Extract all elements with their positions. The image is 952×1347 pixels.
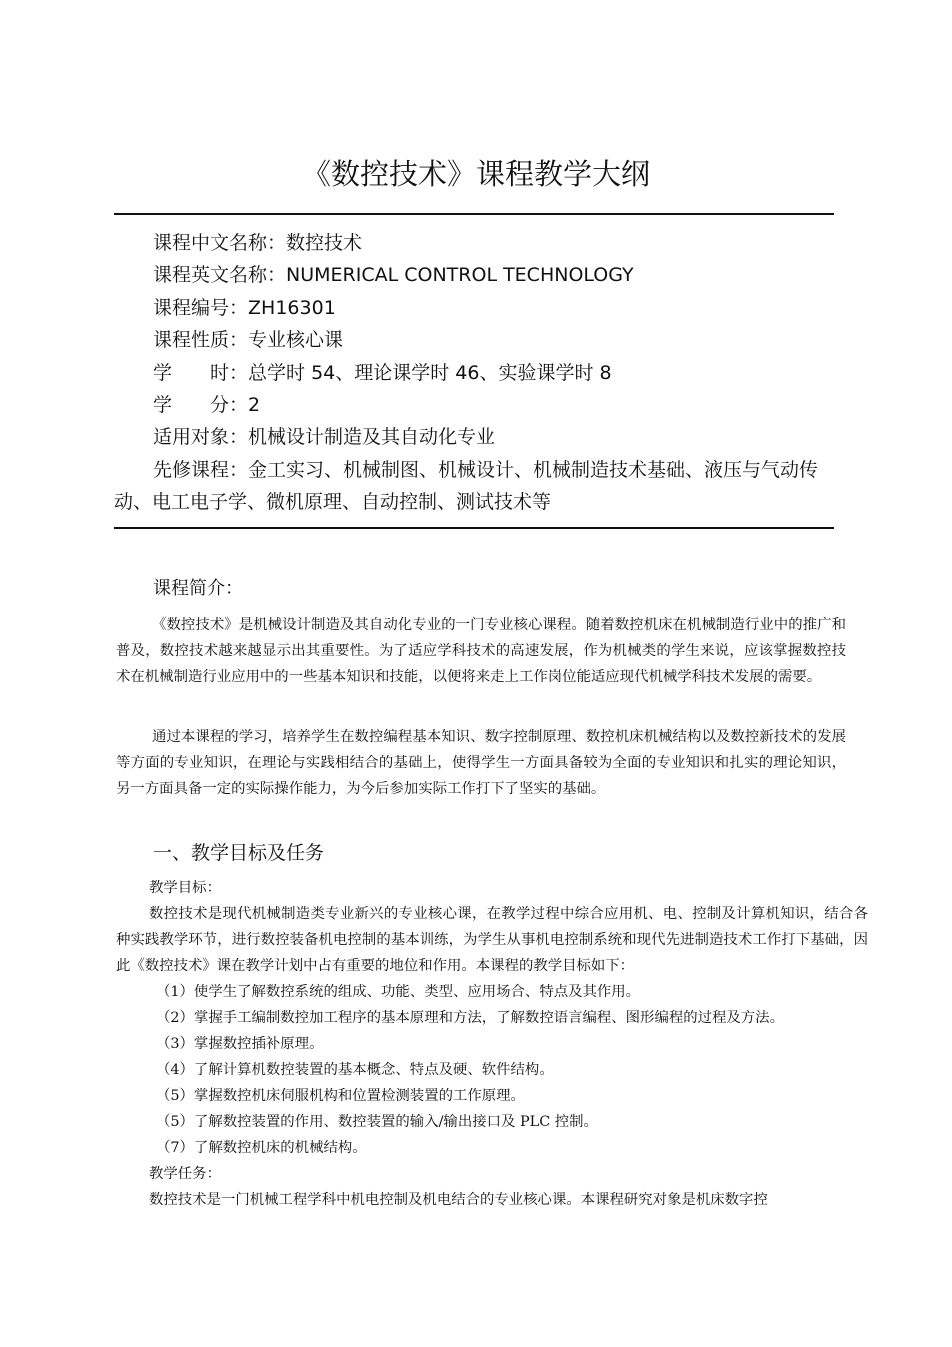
goal-item: （5）掌握数控机床伺服机构和位置检测装置的工作原理。 — [156, 1088, 525, 1104]
course-code-value: ZH16301 — [248, 296, 336, 319]
course-credit-label: 学 分 — [153, 394, 230, 417]
field-separator: ： — [229, 394, 249, 417]
course-code-row — [114, 292, 849, 324]
course-prereq-row — [114, 454, 849, 519]
intro-heading: 课程简介： — [153, 578, 243, 599]
goal-item: （2）掌握手工编制数控加工程序的基本原理和方法，了解数控语言编程、图形编程的过程及方法。 — [156, 1010, 784, 1026]
field-separator: ： — [229, 361, 249, 384]
course-target-row — [114, 421, 849, 453]
course-target-label: 适用对象 — [153, 426, 230, 449]
field-separator: ： — [229, 329, 249, 352]
goal-item: （7）了解数控机床的机械结构。 — [156, 1140, 367, 1156]
course-cn-name-value: 数控技术 — [286, 232, 363, 254]
bottom-divider — [114, 527, 834, 529]
intro-paragraph-2-block — [116, 724, 846, 802]
intro-paragraph-2: 通过本课程的学习，培养学生在数控编程基本知识、数字控制原理、数控机床机械结构以及数控新技术的发展等方面的专业知识，在理论与实践相结合的基础上，使得学生一方面具备较为全面的专业知识和扎实的理论知识，另一方面具备一定的实际操作能力，为今后参加实际工作打下了坚实的基础。 — [116, 729, 846, 797]
course-nature-label: 课程性质 — [153, 329, 230, 352]
course-hours-value: 总学时 54、理论课学时 46、实验课学时 8 — [248, 361, 612, 384]
section-1-body — [116, 875, 868, 1213]
goal-item: （1）使学生了解数控系统的组成、功能、类型、应用场合、特点及其作用。 — [156, 984, 641, 1000]
course-hours-row — [114, 357, 849, 389]
goal-paragraph: 数控技术是现代机械制造类专业新兴的专业核心课，在教学过程中综合应用机、电、控制及计算机知识，结合各种实践教学环节，进行数控装备机电控制的基本训练，为学生从事机电控制系统和现代先进制造技术工作打下基础，因此《数控技术》课在教学计划中占有重要的地位和作用。本课程的教学目标如下： — [116, 906, 868, 974]
top-divider — [114, 213, 834, 215]
course-nature-row — [114, 324, 849, 356]
goal-label: 教学目标： — [149, 880, 221, 896]
course-target-value: 机械设计制造及其自动化专业 — [248, 426, 496, 449]
field-separator: ： — [267, 264, 287, 287]
course-en-name-value: NUMERICAL CONTROL TECHNOLOGY — [286, 264, 634, 287]
task-paragraph: 数控技术是一门机械工程学科中机电控制及机电结合的专业核心课。本课程研究对象是机床数字控 — [149, 1192, 768, 1208]
field-separator: ： — [229, 426, 249, 449]
course-credit-row — [114, 389, 849, 421]
course-credit-value: 2 — [248, 394, 261, 417]
course-hours-label: 学 时 — [153, 361, 230, 384]
goal-item: （4）了解计算机数控装置的基本概念、特点及硬、软件结构。 — [156, 1062, 554, 1078]
course-info-block — [114, 227, 849, 519]
course-cn-name-label: 课程中文名称 — [153, 232, 268, 254]
course-en-name-row — [114, 259, 849, 291]
intro-paragraph-1: 《数控技术》是机械设计制造及其自动化专业的一门专业核心课程。随着数控机床在机械制造行业中的推广和普及，数控技术越来越显示出其重要性。为了适应学科技术的高速发展，作为机械类的学生来说，应该掌握数控技术在机械制造行业应用中的一些基本知识和技能，以便将来走上工作岗位能适应现代机械学科技术发展的需要。 — [116, 617, 846, 685]
course-cn-name-row — [114, 227, 849, 259]
field-separator: ： — [229, 458, 249, 481]
course-prereq-label: 先修课程 — [153, 458, 230, 481]
course-code-label: 课程编号 — [153, 296, 230, 319]
goal-item: （5）了解数控装置的作用、数控装置的输入/输出接口及 PLC 控制。 — [156, 1114, 598, 1130]
task-label: 教学任务： — [149, 1166, 221, 1182]
field-separator: ： — [229, 296, 249, 319]
section-1-heading: 一、教学目标及任务 — [153, 842, 325, 864]
course-prereq-value: 金工实习、机械制图、机械设计、机械制造技术基础、液压与气动传动、电工电子学、微机原理、自动控制、测试技术等 — [114, 458, 819, 514]
course-en-name-label: 课程英文名称 — [153, 264, 268, 287]
field-separator: ： — [267, 232, 287, 254]
intro-paragraph-1-block — [116, 612, 846, 690]
course-nature-value: 专业核心课 — [248, 329, 344, 352]
goal-item: （3）掌握数控插补原理。 — [156, 1036, 324, 1052]
page-title: 《数控技术》课程教学大纲 — [301, 157, 650, 191]
